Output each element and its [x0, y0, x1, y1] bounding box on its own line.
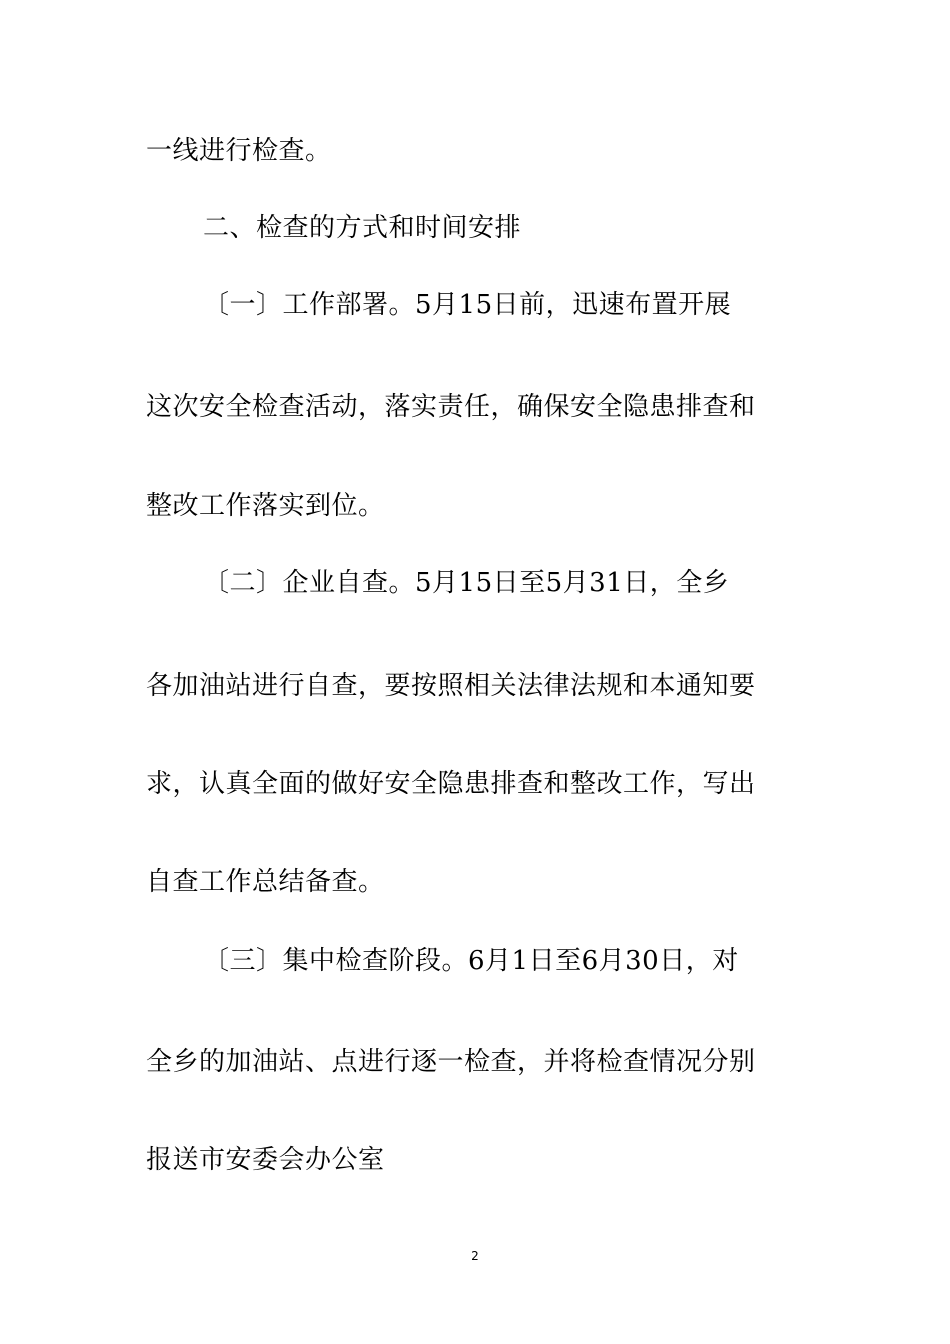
- paragraph-line: 求，认真全面的做好安全隐患排查和整改工作，写出: [146, 769, 756, 799]
- paragraph-line: 〔二〕企业自查。5月15日至5月31日，全乡: [203, 568, 730, 598]
- paragraph-line: 各加油站进行自查，要按照相关法律法规和本通知要: [146, 671, 756, 701]
- paragraph-line: 这次安全检查活动，落实责任，确保安全隐患排查和: [146, 392, 756, 422]
- paragraph-line: 一线进行检查。: [146, 136, 332, 166]
- paragraph-line: 全乡的加油站、点进行逐一检查，并将检查情况分别: [146, 1047, 756, 1077]
- page-number: 2: [471, 1249, 479, 1263]
- paragraph-line: 〔三〕集中检查阶段。6月1日至6月30日，对: [203, 946, 739, 976]
- paragraph-line: 整改工作落实到位。: [146, 491, 385, 521]
- section-heading: 二、检查的方式和时间安排: [203, 213, 522, 243]
- paragraph-line: 报送市安委会办公室: [146, 1145, 385, 1175]
- paragraph-line: 〔一〕工作部署。5月15日前，迅速布置开展: [203, 290, 732, 320]
- paragraph-line: 自查工作总结备查。: [146, 867, 385, 897]
